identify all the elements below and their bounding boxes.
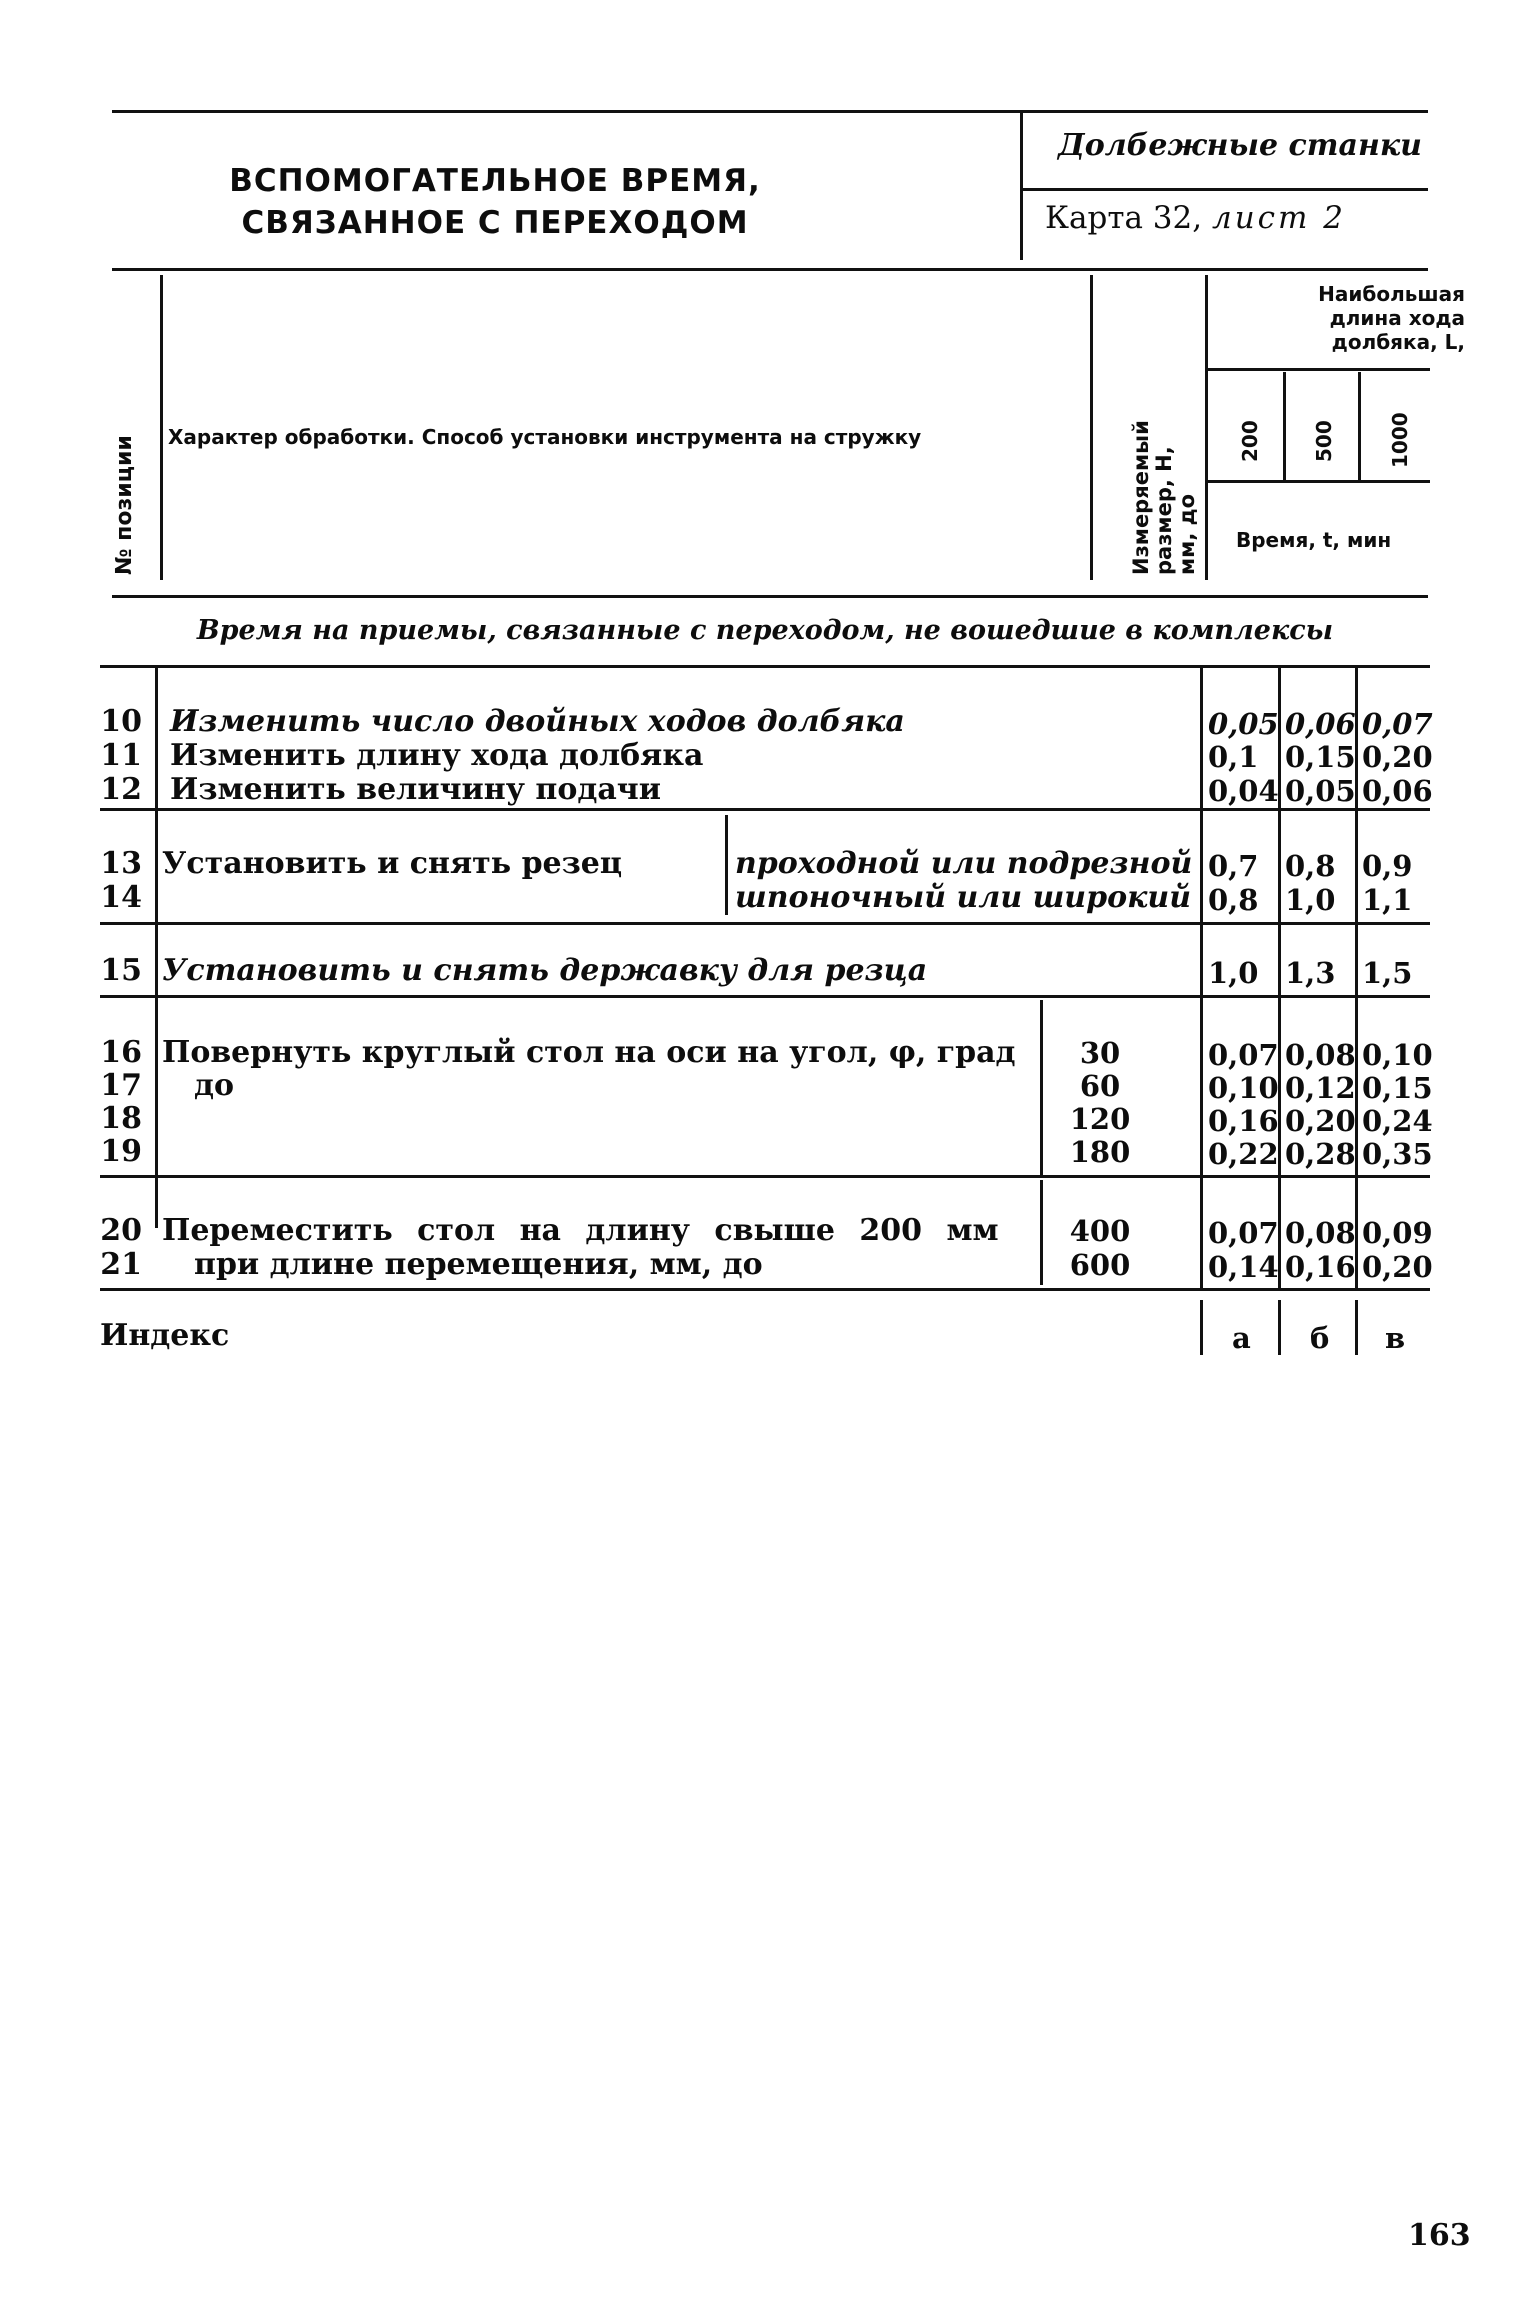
column-header-stroke-length: Наибольшая длина хода долбяка, L,	[1318, 282, 1465, 354]
row-21-time-c: 0,20	[1362, 1250, 1433, 1284]
section-bottom-rule	[100, 665, 1430, 668]
row-17-angle: 60	[1079, 1069, 1121, 1103]
row-21-time-b: 0,16	[1285, 1250, 1356, 1284]
page-title: ВСПОМОГАТЕЛЬНОЕ ВРЕМЯ, СВЯЗАННОЕ С ПЕРЕХОДОМ	[229, 163, 761, 241]
row-16-position: 16	[100, 1035, 142, 1070]
index-b: б	[1310, 1321, 1330, 1355]
row-17-time-b: 0,12	[1285, 1071, 1356, 1105]
row-19-position: 19	[100, 1134, 142, 1169]
row-20-text: Переместить стол на длину свыше 200 мм	[162, 1213, 999, 1248]
row-14-time-c: 1,1	[1362, 883, 1413, 917]
row-19-time-a: 0,22	[1208, 1137, 1279, 1171]
group-rule-2	[100, 922, 1430, 925]
stroke-divider-1	[1283, 372, 1286, 480]
machine-type: Долбежные станки	[1058, 128, 1422, 163]
row-14-position: 14	[100, 880, 142, 915]
row-10-time-b: 0,06	[1285, 707, 1356, 741]
row-15-time-c: 1,5	[1362, 956, 1413, 990]
row-13-tool-type: проходной или подрезной	[735, 846, 1193, 881]
row-16-time-c: 0,10	[1362, 1038, 1433, 1072]
header-sub-rule	[1022, 188, 1428, 191]
column-divider-char	[1090, 275, 1093, 580]
row-18-angle: 120	[1069, 1102, 1131, 1136]
row-12-time-c: 0,06	[1362, 774, 1433, 808]
row-17-text: до	[194, 1068, 235, 1103]
stroke-divider-2	[1358, 372, 1361, 480]
row-11-time-b: 0,15	[1285, 740, 1356, 774]
row-18-time-a: 0,16	[1208, 1104, 1279, 1138]
row-13-position: 13	[100, 846, 142, 881]
top-rule	[112, 110, 1428, 113]
row-19-angle: 180	[1069, 1135, 1131, 1169]
time-label: Время, t, мин	[1236, 528, 1392, 552]
row-15-time-a: 1,0	[1208, 956, 1259, 990]
length-arg-divider	[1040, 1180, 1043, 1285]
row-13-time-c: 0,9	[1362, 849, 1413, 883]
row-18-time-c: 0,24	[1362, 1104, 1433, 1138]
row-14-time-a: 0,8	[1208, 883, 1259, 917]
row-12-position: 12	[100, 772, 142, 807]
row-10-text: Изменить число двойных ходов долбяка	[170, 704, 905, 739]
row-13-time-b: 0,8	[1285, 849, 1336, 883]
row-12-time-a: 0,04	[1208, 774, 1279, 808]
row-20-time-c: 0,09	[1362, 1216, 1433, 1250]
row-20-position: 20	[100, 1213, 142, 1248]
column-divider-pos	[160, 275, 163, 580]
row-10-time-a: 0,05	[1208, 707, 1279, 741]
row-11-text: Изменить длину хода долбяка	[170, 738, 704, 773]
card-reference: Карта 32, лист 2	[1045, 200, 1347, 236]
row-17-position: 17	[100, 1068, 142, 1103]
index-a: а	[1232, 1321, 1251, 1355]
stroke-value-200: 200	[1238, 420, 1262, 462]
row-21-text: при длине перемещения, мм, до	[194, 1247, 763, 1282]
row-16-text: Повернуть круглый стол на оси на угол, φ, град	[162, 1035, 1016, 1070]
stroke-value-1000: 1000	[1388, 412, 1412, 468]
row-12-text: Изменить величину подачи	[170, 772, 662, 807]
body-divider-pos	[155, 668, 158, 1228]
row-19-time-b: 0,28	[1285, 1137, 1356, 1171]
row-10-position: 10	[100, 704, 142, 739]
row-15-text: Установить и снять державку для резца	[162, 953, 928, 988]
row-20-time-b: 0,08	[1285, 1216, 1356, 1250]
page-number: 163	[1408, 2218, 1471, 2253]
row-21-time-a: 0,14	[1208, 1250, 1279, 1284]
row-20-time-a: 0,07	[1208, 1216, 1279, 1250]
row-14-tool-type: шпоночный или широкий	[735, 880, 1192, 915]
tool-type-divider	[725, 815, 728, 915]
index-c: в	[1385, 1321, 1406, 1355]
row-14-time-b: 1,0	[1285, 883, 1336, 917]
group-rule-4	[100, 1175, 1430, 1178]
row-13-time-a: 0,7	[1208, 849, 1259, 883]
row-15-position: 15	[100, 953, 142, 988]
row-20-length: 400	[1069, 1214, 1131, 1248]
row-19-time-c: 0,35	[1362, 1137, 1433, 1171]
column-divider-size	[1205, 275, 1208, 580]
index-divider-a	[1200, 1300, 1203, 1355]
row-11-time-c: 0,20	[1362, 740, 1433, 774]
stroke-values-rule	[1208, 480, 1430, 483]
row-16-angle: 30	[1079, 1036, 1121, 1070]
body-bottom-rule	[100, 1288, 1430, 1291]
row-21-position: 21	[100, 1247, 142, 1282]
row-17-time-a: 0,10	[1208, 1071, 1279, 1105]
row-16-time-a: 0,07	[1208, 1038, 1279, 1072]
row-17-time-c: 0,15	[1362, 1071, 1433, 1105]
row-12-time-b: 0,05	[1285, 774, 1356, 808]
row-16-time-b: 0,08	[1285, 1038, 1356, 1072]
header-divider	[1020, 110, 1023, 260]
column-header-bottom-rule	[112, 595, 1428, 598]
row-18-time-b: 0,20	[1285, 1104, 1356, 1138]
row-11-time-a: 0,1	[1208, 740, 1259, 774]
column-header-measured-size: Измеряемый размер, Н, мм, до	[1129, 420, 1199, 575]
section-title: Время на приемы, связанные с переходом, не вошедшие в комплексы	[196, 615, 1334, 646]
group-rule-3	[100, 995, 1430, 998]
stroke-header-rule	[1208, 368, 1430, 371]
stroke-value-500: 500	[1312, 420, 1336, 462]
row-15-time-b: 1,3	[1285, 956, 1336, 990]
column-header-character: Характер обработки. Способ установки инструмента на стружку	[168, 425, 922, 449]
row-21-length: 600	[1069, 1248, 1131, 1282]
group-rule-1	[100, 808, 1430, 811]
index-divider-c	[1355, 1300, 1358, 1355]
row-18-position: 18	[100, 1101, 142, 1136]
column-header-position: № позиции	[112, 435, 137, 575]
index-divider-b	[1278, 1300, 1281, 1355]
row-11-position: 11	[100, 738, 142, 773]
angle-arg-divider	[1040, 1000, 1043, 1175]
index-label: Индекс	[100, 1318, 230, 1353]
row-13-text: Установить и снять резец	[162, 846, 623, 881]
body-divider-b	[1278, 668, 1281, 1288]
body-divider-a	[1200, 668, 1203, 1288]
column-header-top-rule	[112, 268, 1428, 271]
row-10-time-c: 0,07	[1362, 707, 1433, 741]
